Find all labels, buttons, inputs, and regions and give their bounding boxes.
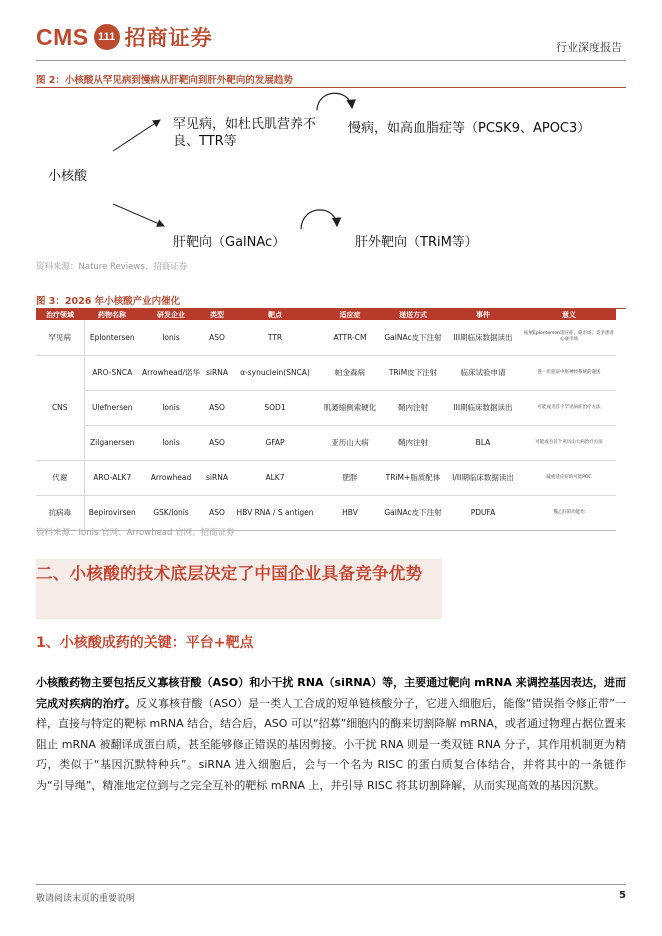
company-cell: GSK/Ionis [140, 495, 202, 530]
event-cell: III期临床数据读出 [444, 390, 522, 425]
type-cell: ASO [202, 390, 232, 425]
delivery-cell: GalNAc皮下注射 [382, 495, 444, 530]
domain-cell: 抗病毒 [36, 495, 84, 530]
company-cell: Arrowhead [140, 460, 202, 495]
meaning-cell: 拓展Eplontersen适应症，稳市场，竞争患者心衰市场 [522, 320, 616, 355]
drug-cell: Eplontersen [84, 320, 140, 355]
table-row [36, 355, 616, 390]
header-divider [36, 60, 626, 61]
meaning-cell: 进一步验证中枢神经系统的递送 [522, 355, 616, 390]
delivery-cell: 鞘内注射 [382, 390, 444, 425]
subsection-title: 1、小核酸成药的关键：平台+靶点 [36, 635, 254, 651]
indication-cell: 肌萎缩侧索硬化 [318, 390, 382, 425]
drug-cell: Ulefnersen [84, 390, 140, 425]
domain-cell: 代谢 [36, 460, 84, 495]
meaning-cell: 减重适应症的可能POC [522, 460, 616, 495]
type-cell: ASO [202, 320, 232, 355]
meaning-cell: 可能成为首个亚历山大病治疗方法 [522, 425, 616, 460]
indication-cell: ATTR-CM [318, 320, 382, 355]
company-cell: Ionis [140, 390, 202, 425]
paragraph-lead: 小核酸药物主要包括反义寡核苷酸（ASO）和小干扰 RNA（siRNA）等，主要通过靶向 mRNA 来调控基因表达，进而完成对疾病的治疗。 [36, 676, 626, 710]
type-cell: ASO [202, 425, 232, 460]
indication-cell: 肥胖 [318, 460, 382, 495]
col-header: 递送方式 [382, 309, 444, 320]
report-type: 行业深度报告 [556, 41, 622, 54]
drug-cell: Zilganersen [84, 425, 140, 460]
logo-text-en: CMS [36, 23, 89, 50]
drug-cell: Bepirovirsen [84, 495, 140, 530]
target-cell: ALK7 [232, 460, 318, 495]
domain-cell: 罕见病 [36, 320, 84, 355]
figure2-caption: 图 2：小核酸从罕见病到慢病从肝靶向到肝外靶向的发展趋势 [36, 75, 293, 86]
table-row [36, 425, 616, 460]
event-cell: PDUFA [444, 495, 522, 530]
meaning-cell: 可能成为首个罕见病症治疗方法 [522, 390, 616, 425]
col-header: 类型 [202, 309, 232, 320]
trend-diagram [36, 86, 626, 256]
event-cell: III期临床数据读出 [444, 320, 522, 355]
indication-cell: HBV [318, 495, 382, 530]
paragraph-text: 反义寡核苷酸（ASO）是一类人工合成的短单链核酸分子，它进入细胞后，能像“错误指令修正带”一样，直接与特定的靶标 mRNA 结合，结合后，ASO 可以“招募”细胞内的酶来切割降解 mRNA，或者通过物理占据位置来阻止 mRNA 被翻译成蛋白质，甚至能够修正错误的基因剪接。小干扰 RNA 则是一类双链 RNA 分子，其作用机制更为精巧，类似于“基因沉默特种兵”。siRNA 进入细胞后，会与一个名为 RISC 的蛋白质复合体结合，并将其中的一条链作为“引导绳”，精准地定位到与之完全互补的靶标 mRNA 上，并引导 RISC 将其切割降解，从而实现高效的基因沉默。 [36, 696, 627, 792]
logo-text-cn: 招商证券 [124, 26, 213, 50]
table-row [36, 320, 616, 355]
company-logo [36, 22, 213, 52]
col-header: 药物名称 [84, 309, 140, 320]
indication-cell: 亚历山大病 [318, 425, 382, 460]
arrow-to-rare [113, 120, 160, 151]
event-cell: I/II期临床数据读出 [444, 460, 522, 495]
root-node: 小核酸 [48, 169, 88, 184]
diagram-arrows [36, 86, 626, 256]
domain-cell: CNS [36, 355, 84, 460]
col-header: 意义 [522, 309, 616, 320]
event-cell: BLA [444, 425, 522, 460]
col-header: 研发企业 [140, 309, 202, 320]
target-cell: GFAP [232, 425, 318, 460]
logo-mark-icon: 111 [94, 24, 120, 50]
target-cell: TTR [232, 320, 318, 355]
figure3-source: 资料来源：Ionis 官网、Arrowhead 官网、招商证券 [36, 528, 235, 538]
delivery-cell: TRiM+脂质配体 [382, 460, 444, 495]
table-row [36, 460, 616, 495]
figure2-source: 资料来源：Nature Reviews、招商证券 [36, 262, 188, 272]
type-cell: siRNA [202, 355, 232, 390]
target-cell: HBV RNA / S antigen [232, 495, 318, 530]
extrahepatic-node: 肝外靶向（TRiM等） [355, 235, 478, 250]
page-number: 5 [619, 890, 626, 901]
meaning-cell: 慢乙肝的功能治 [522, 495, 616, 530]
delivery-cell: GalNAc皮下注射 [382, 320, 444, 355]
type-cell: siRNA [202, 460, 232, 495]
col-header: 适应症 [318, 309, 382, 320]
curved-arrow-extrahepatic [301, 210, 337, 229]
chronic-disease-node: 慢病，如高血脂症等（PCSK9、APOC3） [348, 121, 591, 136]
disclaimer-note: 敬请阅读末页的重要说明 [36, 894, 136, 904]
table-row [36, 390, 616, 425]
footer-divider [36, 884, 626, 885]
company-cell: Arrowhead/诺华 [140, 355, 202, 390]
target-cell: SOD1 [232, 390, 318, 425]
col-header: 事件 [444, 309, 522, 320]
col-header: 靶点 [232, 309, 318, 320]
drug-cell: ARO-ALK7 [84, 460, 140, 495]
indication-cell: 帕金森病 [318, 355, 382, 390]
company-cell: Ionis [140, 320, 202, 355]
rare-disease-node: 罕见病，如杜氏肌营养不良、TTR等 [173, 117, 317, 149]
company-cell: Ionis [140, 425, 202, 460]
arrow-to-liver [113, 204, 164, 226]
catalyst-table [36, 309, 616, 531]
body-paragraph [36, 673, 626, 797]
curved-arrow-chronic [317, 93, 352, 110]
target-cell: α-synuclein(SNCA) [232, 355, 318, 390]
figure3-caption: 图 3：2026 年小核酸产业内催化 [36, 296, 181, 307]
delivery-cell: 鞘内注射 [382, 425, 444, 460]
event-cell: 临床试验申请 [444, 355, 522, 390]
table-row [36, 495, 616, 530]
type-cell: ASO [202, 495, 232, 530]
liver-targeting-node: 肝靶向（GalNAc） [173, 235, 286, 250]
drug-cell: ARO-SNCA [84, 355, 140, 390]
section-title: 二、小核酸的技术底层决定了中国企业具备竞争优势 [36, 564, 423, 583]
table-header-row [36, 309, 616, 320]
delivery-cell: TRiM皮下注射 [382, 355, 444, 390]
col-header: 治疗领域 [36, 309, 84, 320]
